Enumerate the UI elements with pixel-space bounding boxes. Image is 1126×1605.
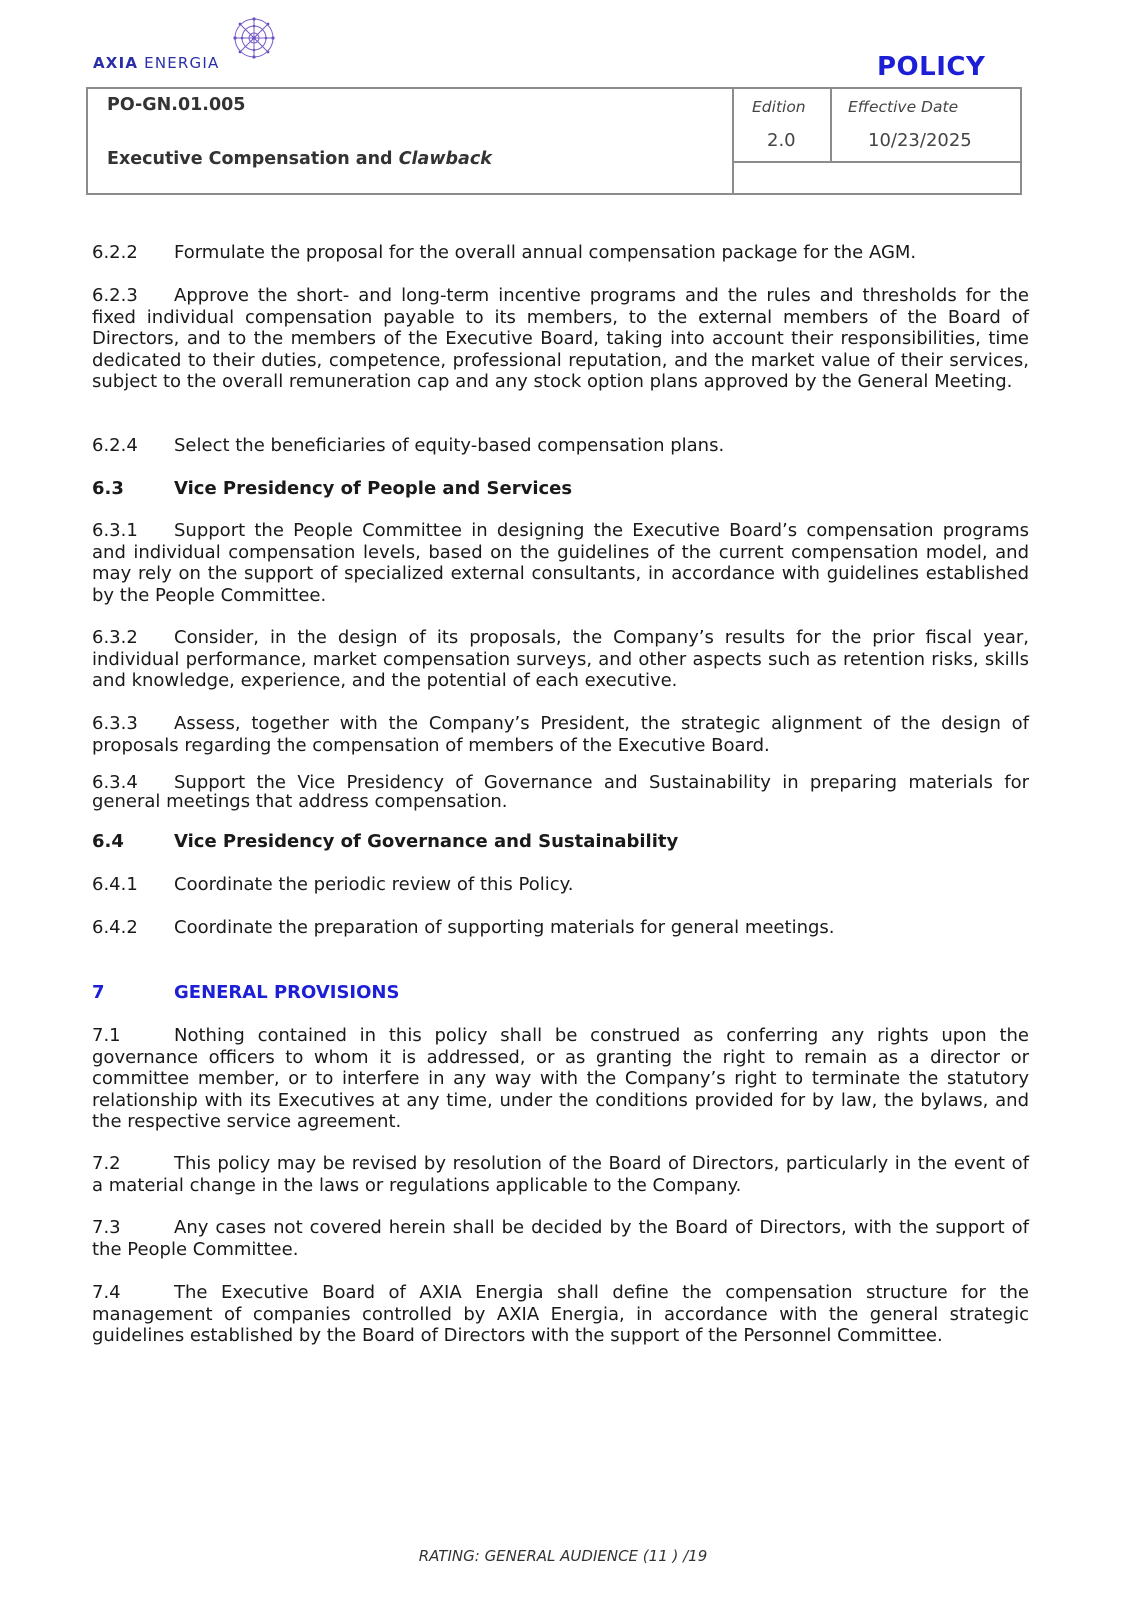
document-header-table — [86, 87, 1022, 195]
effective-date-value: 10/23/2025 — [868, 130, 972, 151]
header-title-cell — [88, 89, 734, 193]
effective-date-label: Effective Date — [848, 98, 959, 116]
clause-6-2-3: 6.2.3 Approve the short- and long-term incentive programs and the rules and thresholds for the fixed individual compensation payable to its members, to the external members of the Board of Directors, and to the members of the Executive Board, taking into account their responsibilities, time dedicated to their duties, competence, professional reputation, and the market value of their services, subject to the overall remuneration cap and any stock option plans approved by the General Meeting. — [92, 285, 1029, 392]
section-heading-7: 7 GENERAL PROVISIONS — [92, 982, 400, 1003]
clause-6-2-4: 6.2.4 Select the beneficiaries of equity-based compensation plans. — [92, 435, 725, 456]
logo-wordmark: AXIA ENERGIA — [93, 54, 220, 72]
effective-date-cell — [832, 89, 1020, 163]
edition-value: 2.0 — [767, 130, 796, 151]
edition-label: Edition — [752, 98, 806, 116]
clause-6-3-3: 6.3.3 Assess, together with the Company’s President, the strategic alignment of the design of proposals regarding the compensation of members of the Executive Board. — [92, 713, 1029, 756]
clause-6-4-2: 6.4.2 Coordinate the preparation of supporting materials for general meetings. — [92, 917, 835, 938]
clause-7-2: 7.2 This policy may be revised by resolution of the Board of Directors, particularly in the event of a material change in the laws or regulations applicable to the Company. — [92, 1153, 1029, 1196]
page-footer-rating: RATING: GENERAL AUDIENCE (11 ) /19 — [418, 1547, 708, 1565]
clause-7-4: 7.4 The Executive Board of AXIA Energia shall define the compensation structure for the management of companies controlled by AXIA Energia, in accordance with the general strategic guidelines established by the Board of Directors with the support of the Personnel Committee. — [92, 1282, 1029, 1346]
clause-6-3-2: 6.3.2 Consider, in the design of its proposals, the Company’s results for the prior fiscal year, individual performance, market compensation surveys, and other aspects such as retention risks, skills and knowledge, experience, and the potential of each executive. — [92, 627, 1029, 691]
document-type-label: POLICY — [877, 52, 986, 82]
document-code: PO-GN.01.005 — [107, 95, 246, 115]
logo-sphere-icon — [232, 16, 276, 60]
clause-7-1: 7.1 Nothing contained in this policy shall be construed as conferring any rights upon the governance officers to whom it is addressed, or as granting the right to remain as a director or committee member, or to interfere in any way with the Company’s right to terminate the statutory relationship with its Executives at any time, under the conditions provided for by law, the bylaws, and the respective service agreement. — [92, 1025, 1029, 1132]
clause-6-3-1: 6.3.1 Support the People Committee in designing the Executive Board’s compensation programs and individual compensation levels, based on the guidelines of the current compensation model, and may rely on the support of specialized external consultants, in accordance with guidelines established by the People Committee. — [92, 520, 1029, 606]
clause-7-3: 7.3 Any cases not covered herein shall be decided by the Board of Directors, with the support of the People Committee. — [92, 1217, 1029, 1260]
company-logo — [93, 16, 293, 76]
clause-6-4-1: 6.4.1 Coordinate the periodic review of this Policy. — [92, 874, 574, 895]
clause-6-3-4: 6.3.4 Support the Vice Presidency of Governance and Sustainability in preparing materials for general meetings that address compensation. — [92, 772, 1029, 812]
section-heading-6-3: 6.3 Vice Presidency of People and Services — [92, 478, 573, 499]
edition-cell — [734, 89, 832, 163]
document-title: Executive Compensation and Clawback — [107, 149, 492, 169]
section-heading-6-4: 6.4 Vice Presidency of Governance and Sustainability — [92, 831, 679, 852]
clause-6-2-2: 6.2.2 Formulate the proposal for the overall annual compensation package for the AGM. — [92, 242, 917, 263]
